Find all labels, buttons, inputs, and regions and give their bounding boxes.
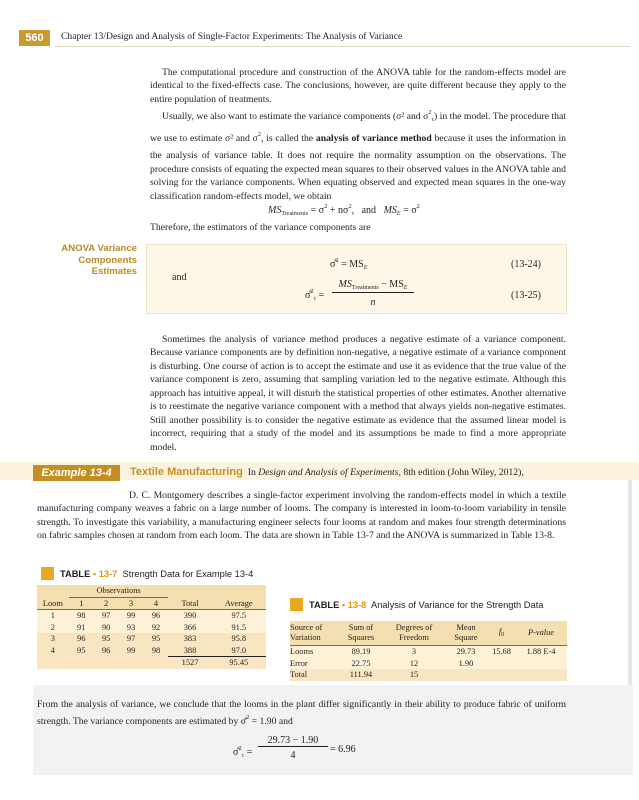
therefore-text: Therefore, the estimators of the variance components are xyxy=(150,222,371,233)
table-13-8: Source of Variation Sum of Squares Degrees of Freedom Mean Square $f_0$ P-value Looms 89.19 3 29.73 15.68 1.88 E-4 Error 22.75 12 1.90 Total 111.94 15 xyxy=(290,621,567,681)
final-estimate-denominator: 4 xyxy=(290,750,296,761)
equation-label-13-25: (13-25) xyxy=(511,290,541,301)
chapter-title: Chapter 13/Design and Analysis of Single-Factor Experiments: The Analysis of Variance xyxy=(61,31,403,42)
table-row: 3 96 95 97 95 383 95.8 xyxy=(37,633,266,645)
intro-text xyxy=(150,66,566,203)
example-topic: Textile Manufacturing xyxy=(130,466,243,478)
expected-mean-squares-equation: $MS_{Treatments} = \sigma^2 + n\sigma^2_\tau$ and $MS_E = \sigma^2$ xyxy=(268,203,420,217)
table-row: Looms 89.19 3 29.73 15.68 1.88 E-4 xyxy=(290,646,567,658)
formula-denominator: n xyxy=(370,297,376,308)
page-number: 560 xyxy=(19,30,50,46)
formula-and: and xyxy=(172,272,187,283)
table-row: Error 22.75 12 1.90 xyxy=(290,658,567,670)
table-row: 1 98 97 99 96 390 97.5 xyxy=(37,610,266,622)
table-row: Total 111.94 15 xyxy=(290,669,567,681)
table-13-7: Observations Loom 1 2 3 4 Total Average 1 98 97 99 96 390 97.5 2 91 90 93 92 366 91.5 3 96 95 97 95 383 95.8 4 95 96 99 98 388 97.0 1527 95.45 xyxy=(37,585,266,669)
formula-numerator: $MS_{Treatments} - MS_E$ xyxy=(332,279,414,293)
example-first-line: Textile Manufacturing In Design and Analysis of Experiments, 8th edition (John Wiley, 2012), xyxy=(130,466,524,478)
equation-label-13-24: (13-24) xyxy=(511,259,541,270)
intro-paragraph-1: The computational procedure and construction of the ANOVA table for the random-effects model are identical to the fixed-effects case. The conclusions, however, are quite different because they apply to the entire population of treatments. xyxy=(150,67,566,105)
conclusion-text: From the analysis of variance, we conclude that the looms in the plant differ significantly in their ability to produce fabric of uniform strength. The variance components are estimated by σ̂$^2$ = 1.90 and xyxy=(37,699,566,728)
table-row: 4 95 96 99 98 388 97.0 xyxy=(37,645,266,657)
table-13-7-caption: TABLE • 13-7 Strength Data for Example 13-4 xyxy=(41,567,253,580)
example-tag: Example 13-4 xyxy=(33,465,120,481)
final-estimate-result: = 6.96 xyxy=(330,744,356,755)
formula-sigma-squared: σ̂$^2$ = $MS_E$ xyxy=(330,257,368,271)
header-rule xyxy=(55,46,630,47)
table-13-8-caption: TABLE • 13-8 Analysis of Variance for the Strength Data xyxy=(290,598,543,611)
final-estimate-numerator: 29.73 − 1.90 xyxy=(258,735,328,747)
table-row: 2 91 90 93 92 366 91.5 xyxy=(37,622,266,634)
margin-note: ANOVA Variance Components Estimates xyxy=(61,243,137,277)
intro-paragraph-2: Usually, we also want to estimate the variance components (σ² and $\sigma^2_\tau$) in the model. The procedure that we use to estimate σ² and $\sigma^2_\tau$ is called the analysis of variance method because it uses the information in the analysis of variance table. It does not require the normality assumption on the observations. The procedure consists of equating the expected mean squares to their observed values in the ANOVA table and solving for the variance components. When equating observed and expected mean squares in the one-way classification random-effects model, we obtain xyxy=(150,109,567,202)
formula-sigma-tau-lhs: σ̂$^2_\tau$ = xyxy=(305,288,325,302)
example-body: D. C. Montgomery describes a single-factor experiment involving the random-effects model in which a textile manufacturing company weaves a fabric on a large number of looms. The company is interested in loom-to-loom variability in tensile strength. To investigate this variability, a manufacturing engineer selects four looms at random and makes four strength determinations on fabric samples chosen at random from each loom. The data are shown in Table 13-7 and the ANOVA is summarized in Table 13-8. xyxy=(37,490,566,542)
table-totals-row: 1527 95.45 xyxy=(37,657,266,669)
negative-estimate-paragraph: Sometimes the analysis of variance method produces a negative estimate of a variance component. Because variance components are by definition non-negative, a negative estimate of a variance component is disturbing. One course of action is to accept the estimate and use it as evidence that the true value of the variance component is zero, assuming that sampling variation led to the negative estimate. Although this approach has intuitive appeal, it will disturb the statistical properties of other estimates. Another alternative is to reestimate the negative variance component with a method that always yields non-negative estimates. Still another possibility is to consider the negative estimate as evidence that the assumed linear model is incorrect, requiring that a study of the model and its assumptions be made to find a more appropriate model. xyxy=(150,334,566,453)
final-estimate-lhs: σ̂$^2_\tau$ = xyxy=(233,745,253,759)
